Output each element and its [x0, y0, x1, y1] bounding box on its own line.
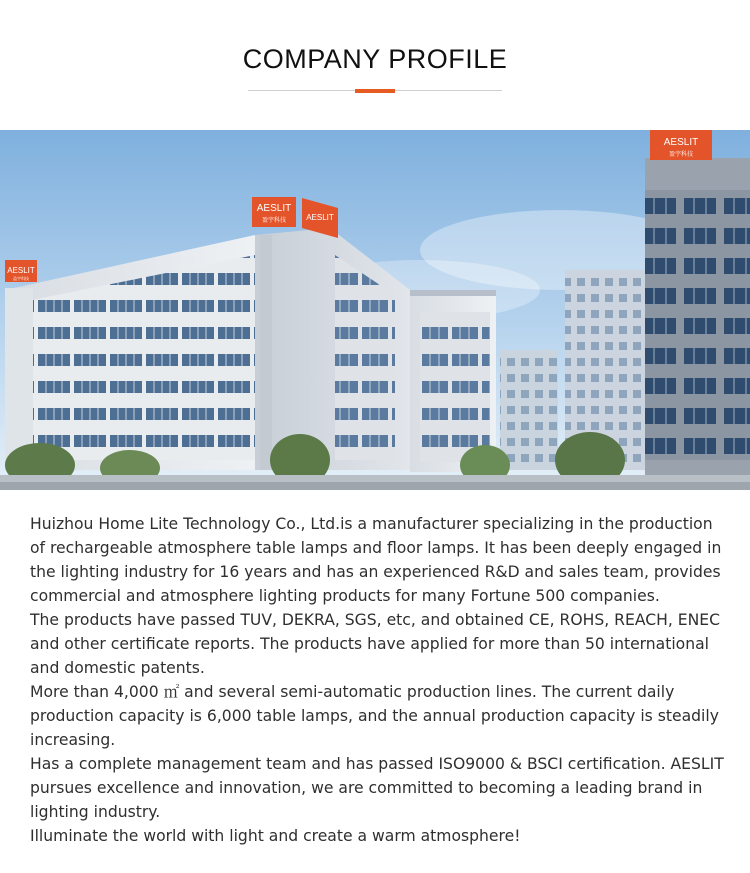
sign-sub-4: 盈宇科技: [668, 151, 694, 158]
paragraph-management: Has a complete management team and has passed ISO9000 & BSCI certification. AESLIT pursues excellence and innovation, we are committed to becoming a leading brand in lighting industry.: [30, 755, 724, 821]
sign-sub-1: 盈宇科技: [13, 276, 29, 281]
sign-brand-2: AESLIT: [256, 203, 292, 214]
paragraph-certificates: The products have passed TUV, DEKRA, SGS, etc, and obtained CE, ROHS, REACH, ENEC and other certificate reports. The products have applied for more than 50 international and domestic patents.: [30, 611, 721, 677]
sign-brand-1: AESLIT: [7, 266, 35, 275]
sign-sub-2: 盈宇科技: [261, 217, 287, 224]
section-header: [0, 0, 750, 130]
sign-brand-4: AESLIT: [663, 137, 699, 148]
company-description: [30, 512, 730, 848]
paragraph-slogan: Illuminate the world with light and create a warm atmosphere!: [30, 827, 521, 845]
page-title: COMPANY PROFILE: [242, 44, 508, 74]
company-building-photo: [0, 130, 750, 490]
paragraph-capacity: More than 4,000 ㎡ and several semi-automatic production lines. The current daily production capacity is 6,000 table lamps, and the annual production capacity is steadily increasing.: [30, 683, 719, 749]
sign-brand-3: AESLIT: [306, 213, 334, 222]
paragraph-intro: Huizhou Home Lite Technology Co., Ltd.is a manufacturer specializing in the production of rechargeable atmosphere table lamps and floor lamps. It has been deeply engaged in the lighting industry for 16 years and has an experienced R&D and sales team, provides commercial and atmosphere lighting products for many Fortune 500 companies.: [30, 515, 722, 605]
title-accent-bar: [355, 89, 395, 93]
